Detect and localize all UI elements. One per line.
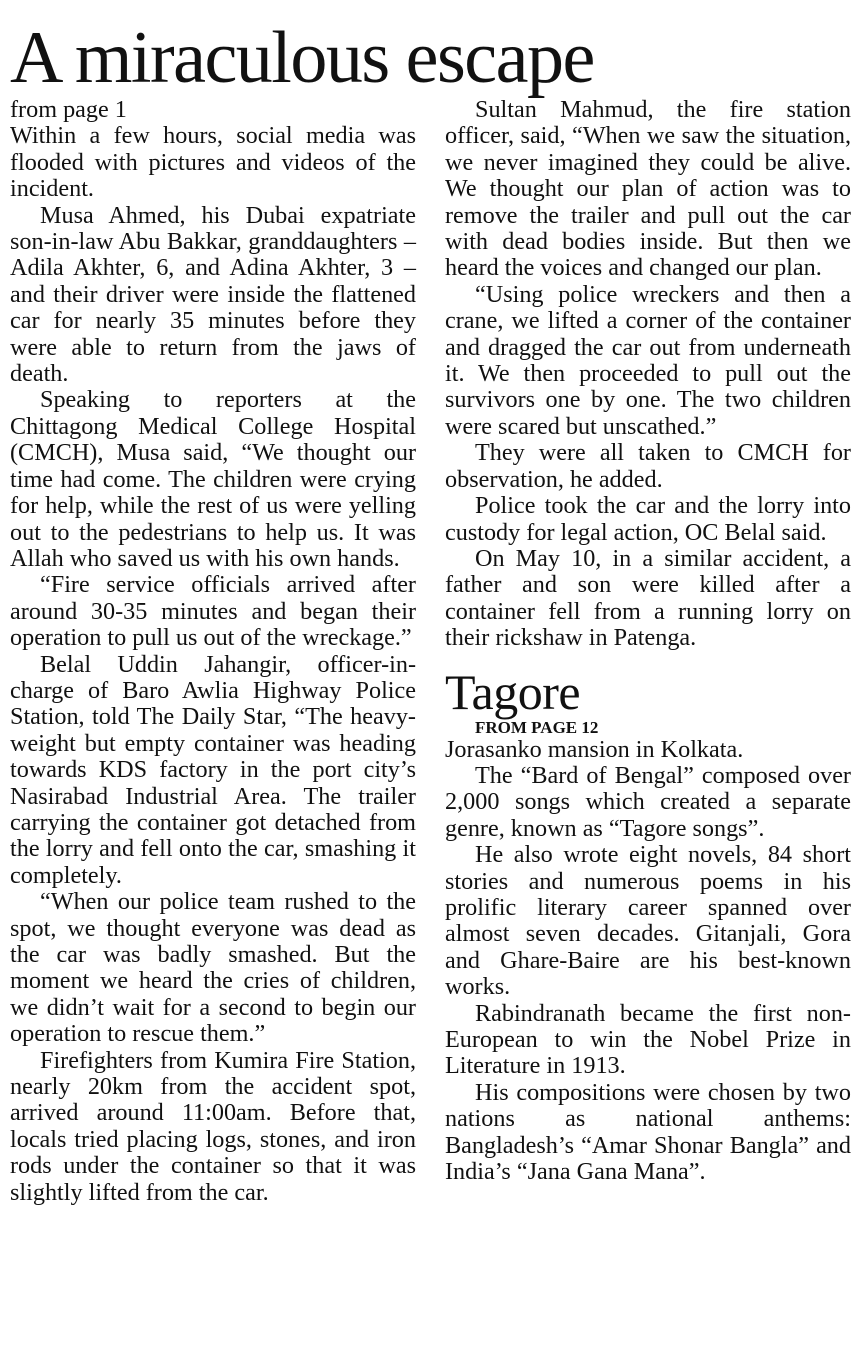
article-column-left — [10, 97, 416, 1206]
tagore-paragraph: The “Bard of Bengal” composed over 2,000 songs which created a separate genre, known as “Tagore songs”. — [445, 761, 851, 842]
article-paragraph: “When our police team rushed to the spot, we thought everyone was dead as the car was badly smashed. But the moment we heard the cries of children, we didn’t wait for a second to begin our operation to rescue them.” — [10, 888, 416, 1048]
article-paragraph: Musa Ahmed, his Dubai expatriate son-in-law Abu Bakkar, granddaughters – Adila Akhter, 6, and Adina Akhter, 3 – and their driver were inside the flattened car for nearly 35 minutes before they were able to return from the jaws of death. — [10, 201, 416, 388]
article-paragraph: “Fire service officials arrived after around 30-35 minutes and began their operation to pull us out of the wreckage.” — [10, 571, 416, 652]
article-paragraph: Police took the car and the lorry into custody for legal action, OC Belal said. — [445, 492, 851, 546]
article-paragraph: Firefighters from Kumira Fire Station, nearly 20km from the accident spot, arrived around 11:00am. Before that, locals tried placing logs, stones, and iron rods under the container so that it was slightly lifted from the car. — [10, 1046, 416, 1206]
tagore-paragraph: Rabindranath became the first non-European to win the Nobel Prize in Literature in 1913. — [445, 999, 851, 1080]
article-paragraph: “Using police wreckers and then a crane, we lifted a corner of the container and dragged the car out from underneath it. We then proceeded to pull out the survivors one by one. The two children were scared but unscathed.” — [445, 280, 851, 440]
jump-line: from page 1 — [10, 96, 127, 123]
article-paragraph: Sultan Mahmud, the fire station officer, said, “When we saw the situation, we never imagined they could be alive. We thought our plan of action was to remove the trailer and pull out the car with dead bodies inside. But then we heard the voices and changed our plan. — [445, 96, 851, 282]
tagore-headline: Tagore — [445, 663, 581, 720]
article-paragraph: On May 10, in a similar accident, a father and son were killed after a container fell from a running lorry on their rickshaw in Patenga. — [445, 544, 851, 652]
tagore-paragraph: Jorasanko mansion in Kolkata. — [445, 735, 744, 763]
tagore-paragraph: His compositions were chosen by two nations as national anthems: Bangladesh’s “Amar Shonar Bangla” and India’s “Jana Gana Mana”. — [445, 1078, 851, 1186]
article-paragraph: They were all taken to CMCH for observation, he added. — [445, 439, 851, 493]
tagore-jump-line: FROM PAGE 12 — [475, 717, 599, 737]
article-paragraph: Belal Uddin Jahangir, officer-in-charge of Baro Awlia Highway Police Station, told The Daily Star, “The heavy-weight but empty container was heading towards KDS factory in the port city’s Nasirabad Industrial Area. The trailer carrying the container got detached from the lorry and fell onto the car, smashing it completely. — [10, 650, 416, 889]
tagore-paragraph: He also wrote eight novels, 84 short stories and numerous poems in his prolific literary career spanned over almost seven decades. Gitanjali, Gora and Ghare-Baire are his best-known works. — [445, 841, 851, 1001]
article-paragraph: Within a few hours, social media was flooded with pictures and videos of the incident. — [10, 122, 416, 203]
article-column-right — [445, 97, 851, 1185]
article-headline: A miraculous escape — [10, 17, 594, 99]
article-paragraph: Speaking to reporters at the Chittagong Medical College Hospital (CMCH), Musa said, “We thought our time had come. The children were crying for help, while the rest of us were yelling out to the pedestrians to help us. It was Allah who saved us with his own hands. — [10, 386, 416, 572]
